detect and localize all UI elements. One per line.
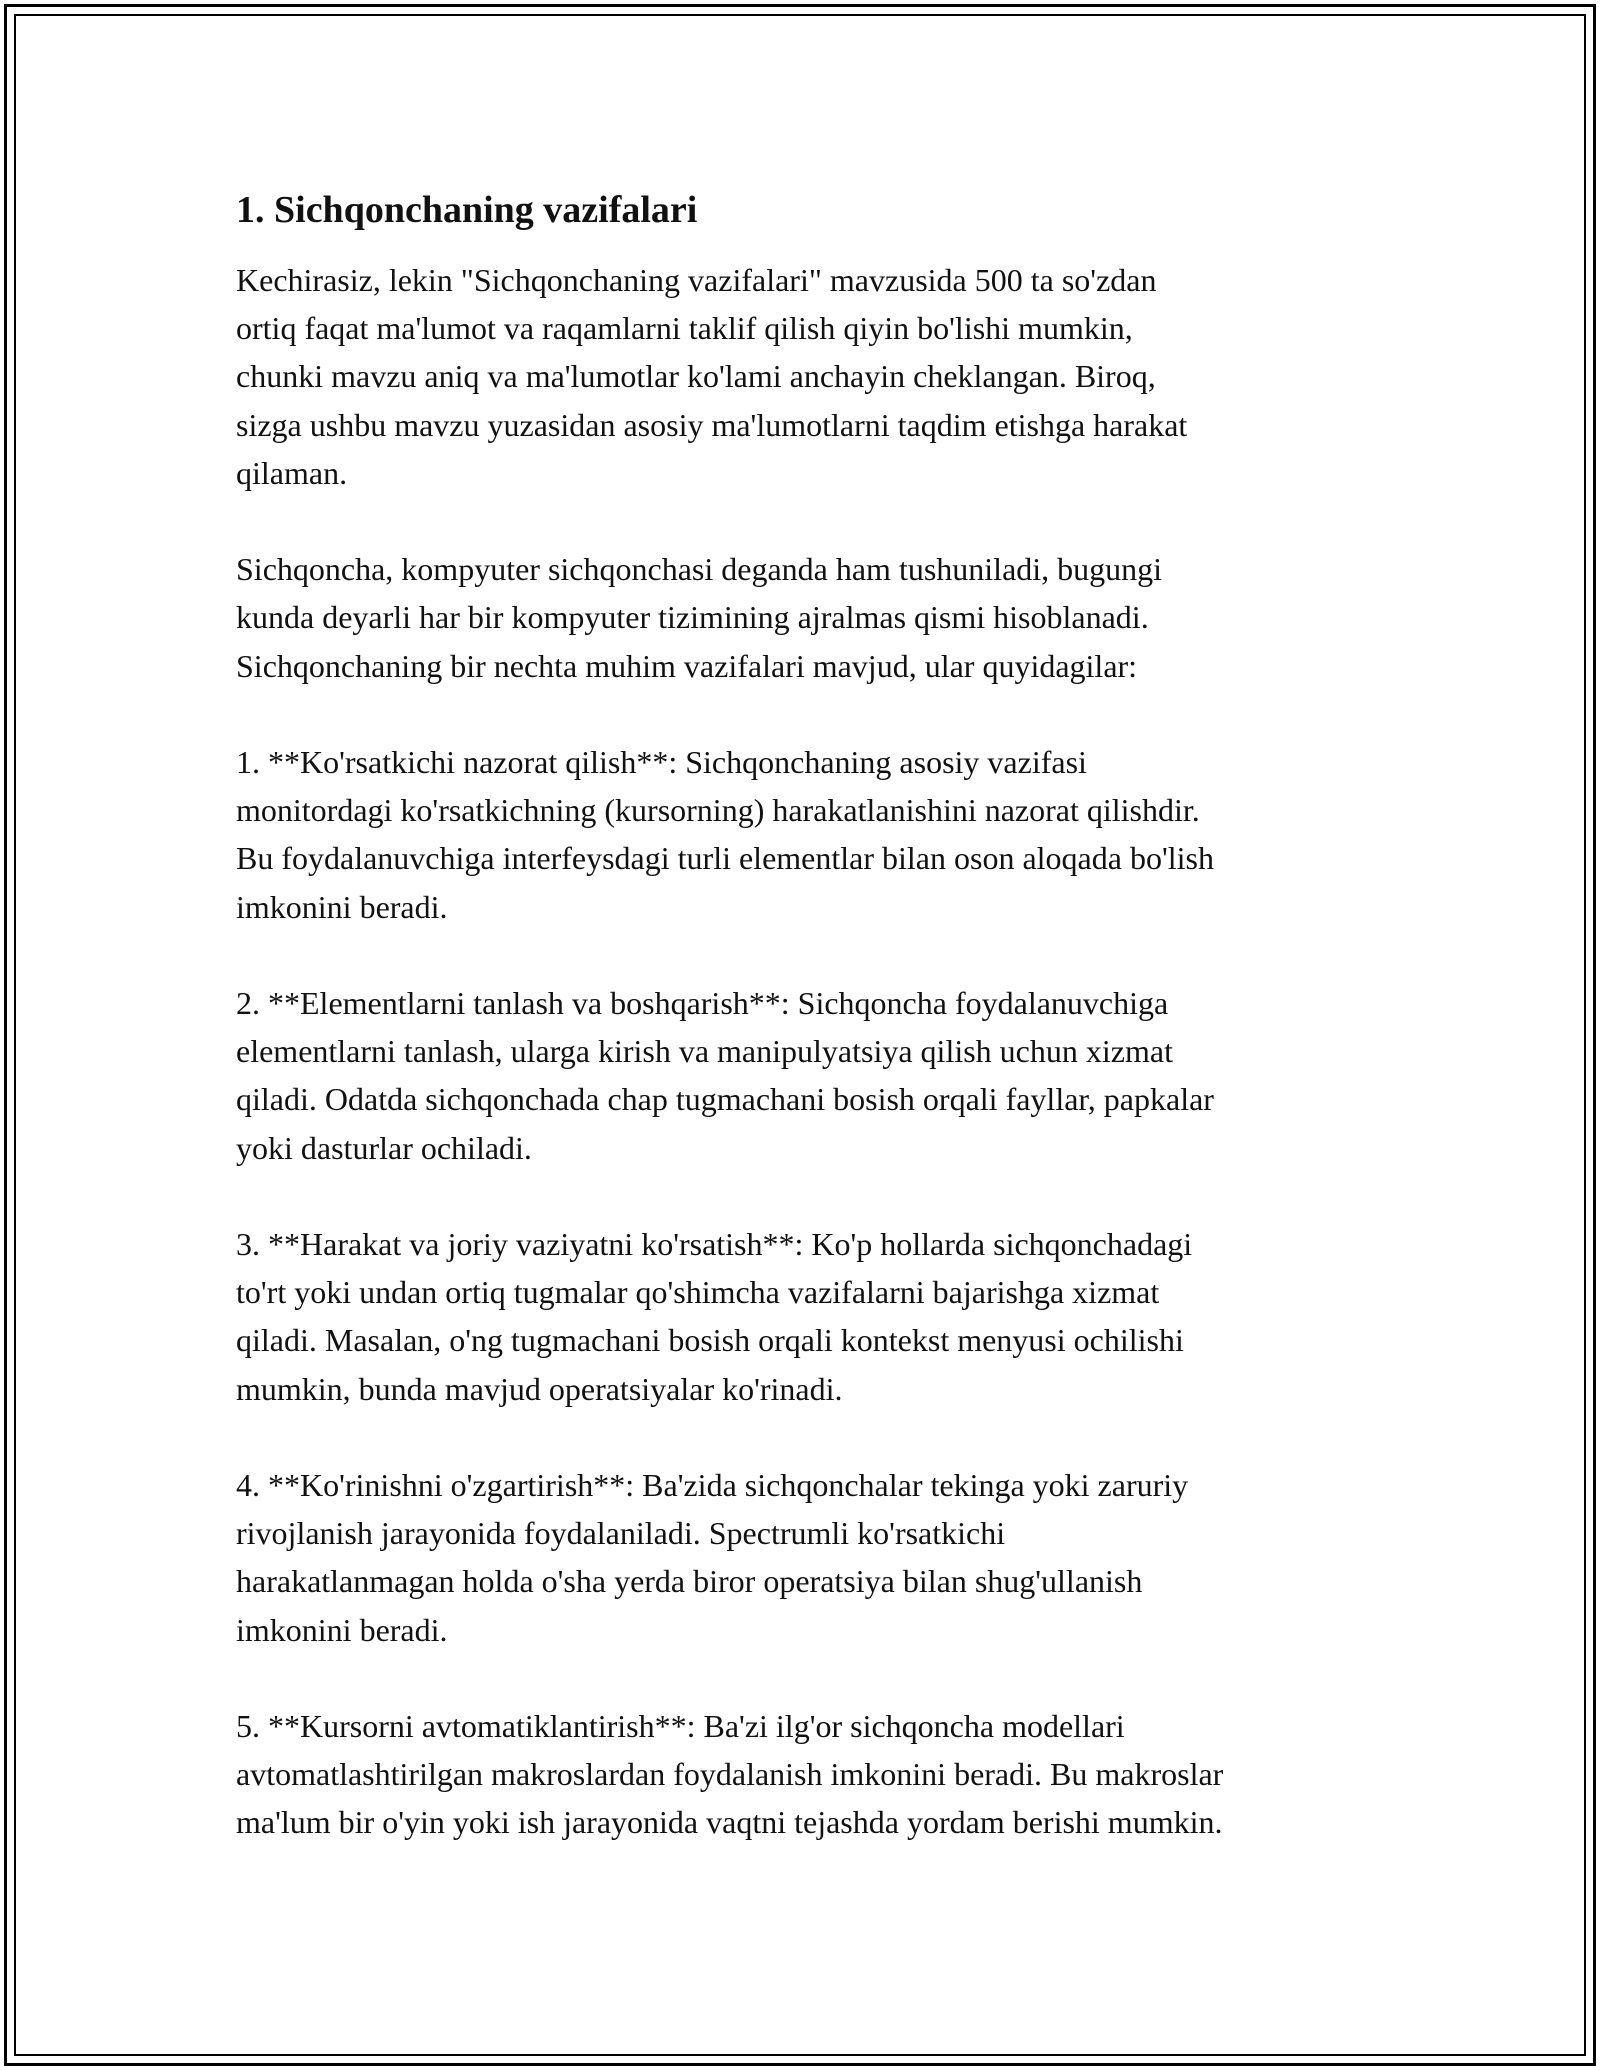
document-title: 1. Sichqonchaning vazifalari: [236, 189, 698, 231]
paragraph-overview: Sichqoncha, kompyuter sichqonchasi deganda ham tushuniladi, bugungi kunda deyarli har bir kompyuter tizimining ajralmas qismi hisoblanadi. Sichqonchaning bir nechta muhim vazifalari mavjud, ular quyidagilar:: [236, 551, 1163, 684]
list-item-3: 3. **Harakat va joriy vaziyatni ko'rsatish**: Ko'p hollarda sichqonchadagi to'rt yoki undan ortiq tugmalar qo'shimcha vazifalarni bajarishga xizmat qiladi. Masalan, o'ng tugmachani bosish orqali kontekst menyusi ochilishi mumkin, bunda mavjud operatsiyalar ko'rinadi.: [236, 1226, 1193, 1407]
list-item-2: 2. **Elementlarni tanlash va boshqarish**: Sichqoncha foydalanuvchiga elementlarni tanlash, ularga kirish va manipulyatsiya qilish uchun xizmat qiladi. Odatda sichqonchada chap tugmachani bosish orqali fayllar, papkalar yoki dasturlar ochiladi.: [236, 985, 1214, 1166]
list-item-5: 5. **Kursorni avtomatiklantirish**: Ba'zi ilg'or sichqoncha modellari avtomatlashtirilgan makroslardan foydalanish imkonini beradi. Bu makroslar ma'lum bir o'yin yoki ish jarayonida vaqtni tejashda yordam berishi mumkin.: [236, 1708, 1224, 1841]
list-item-4: 4. **Ko'rinishni o'zgartirish**: Ba'zida sichqonchalar tekinga yoki zaruriy rivojlanish jarayonida foydalaniladi. Spectrumli ko'rsatkichi harakatlanmagan holda o'sha yerda biror operatsiya bilan shug'ullanish imkonini beradi.: [236, 1467, 1189, 1648]
document-body: [236, 186, 1386, 1895]
list-item-1: 1. **Ko'rsatkichi nazorat qilish**: Sichqonchaning asosiy vazifasi monitordagi ko'rsatkichning (kursorning) harakatlanishini nazorat qilishdir. Bu foydalanuvchiga interfeysdagi turli elementlar bilan oson aloqada bo'lish imkonini beradi.: [236, 744, 1214, 925]
paragraph-intro: Kechirasiz, lekin "Sichqonchaning vazifalari" mavzusida 500 ta so'zdan ortiq faqat ma'lumot va raqamlarni taklif qilish qiyin bo'lishi mumkin, chunki mavzu aniq va ma'lumotlar ko'lami anchayin cheklangan. Biroq, sizga ushbu mavzu yuzasidan asosiy ma'lumotlarni taqdim etishga harakat qilaman.: [236, 262, 1188, 491]
